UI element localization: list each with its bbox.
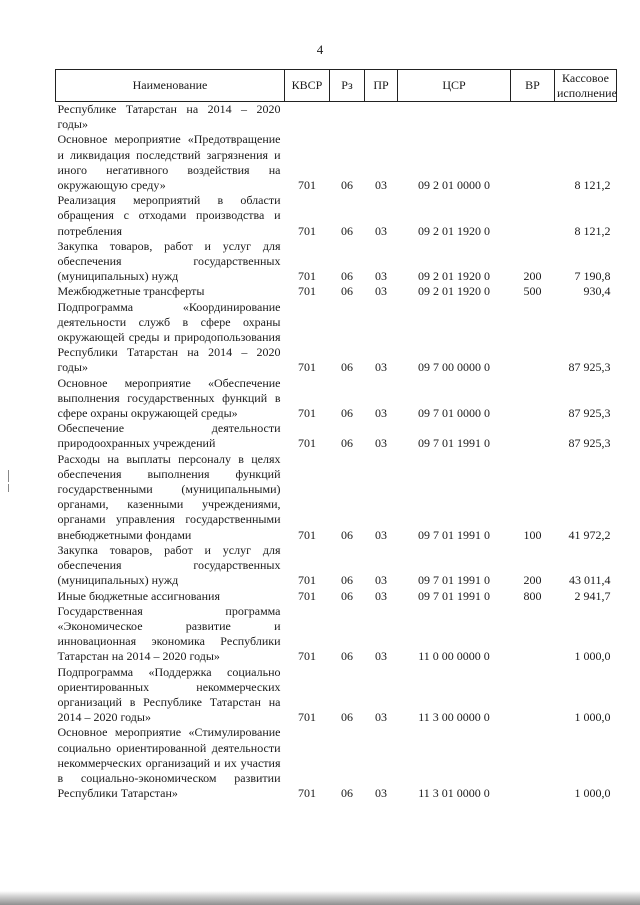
row-name: Основное мероприятие «Стимулирование социально ориентированной деятельности некоммерческих организаций и их участия в социально-экономическом развитии Республики Татарстан» bbox=[57, 725, 281, 801]
table-row bbox=[56, 376, 617, 422]
row-name: Закупка товаров, работ и услуг для обеспечения государственных (муниципальных) нужд bbox=[57, 238, 281, 284]
row-name: Иные бюджетные ассигнования bbox=[57, 588, 220, 603]
row-kvsr: 701 bbox=[298, 223, 316, 238]
row-rz: 06 bbox=[341, 284, 353, 299]
row-rz: 06 bbox=[341, 573, 353, 588]
table-row bbox=[56, 589, 617, 604]
row-name: Расходы на выплаты персоналу в целях обеспечения выполнения функций государственными (муниципальными) органами, казенными учреждениями, органами управления государственными внебюджетными фондами bbox=[57, 451, 281, 542]
row-csr: 09 7 01 1991 0 bbox=[418, 588, 490, 603]
row-vr: 200 bbox=[523, 269, 542, 284]
row-pr bbox=[365, 102, 398, 133]
row-name: Закупка товаров, работ и услуг для обеспечения государственных (муниципальных) нужд bbox=[57, 542, 281, 588]
row-csr: 09 2 01 1920 0 bbox=[418, 284, 490, 299]
row-csr: 11 0 00 0000 0 bbox=[418, 649, 490, 664]
row-amount: 930,4 bbox=[583, 284, 611, 299]
row-name: Подпрограмма «Координирование деятельности служб в сфере охраны окружающей среды и природопользования Республики Татарстан на 2014 – 2020 годы» bbox=[57, 299, 281, 375]
row-csr: 09 7 01 1991 0 bbox=[418, 573, 490, 588]
row-vr: 200 bbox=[523, 573, 542, 588]
budget-table bbox=[55, 69, 617, 801]
table-row bbox=[56, 132, 617, 193]
column-header-name: Наименование bbox=[56, 70, 285, 102]
row-pr: 03 bbox=[375, 649, 387, 664]
row-pr: 03 bbox=[375, 573, 387, 588]
row-vr: 100 bbox=[523, 527, 542, 542]
row-vr bbox=[511, 376, 555, 422]
row-kvsr: 701 bbox=[298, 527, 316, 542]
row-rz: 06 bbox=[341, 649, 353, 664]
row-name: Реализация мероприятий в области обращения с отходами производства и потребления bbox=[57, 193, 281, 238]
row-amount: 7 190,8 bbox=[574, 269, 611, 284]
row-vr: 500 bbox=[523, 284, 542, 299]
row-rz: 06 bbox=[341, 786, 353, 801]
row-amount: 8 121,2 bbox=[574, 223, 611, 238]
row-kvsr: 701 bbox=[298, 178, 316, 193]
table-row bbox=[56, 300, 617, 376]
row-amount: 41 972,2 bbox=[568, 527, 611, 542]
row-amount: 2 941,7 bbox=[574, 588, 611, 603]
row-amount: 1 000,0 bbox=[574, 786, 611, 801]
table-header-row bbox=[56, 70, 617, 102]
row-csr: 09 7 00 0000 0 bbox=[418, 360, 490, 375]
table-row bbox=[56, 102, 617, 133]
row-name: Межбюджетные трансферты bbox=[57, 284, 205, 299]
row-name: Подпрограмма «Поддержка социально ориентированных некоммерческих организаций в Республике Татарстан на 2014 – 2020 годы» bbox=[57, 664, 281, 725]
row-rz: 06 bbox=[341, 527, 353, 542]
table-row bbox=[56, 421, 617, 451]
row-csr: 09 7 01 1991 0 bbox=[418, 527, 490, 542]
row-pr: 03 bbox=[375, 436, 387, 451]
row-csr: 09 7 01 1991 0 bbox=[418, 436, 490, 451]
row-csr: 09 7 01 0000 0 bbox=[418, 406, 490, 421]
column-header-vr: ВР bbox=[511, 70, 555, 102]
row-kvsr bbox=[285, 102, 330, 133]
row-name: Государственная программа «Экономическое развитие и инновационная экономика Республики Татарстан на 2014 – 2020 годы» bbox=[57, 603, 281, 664]
row-kvsr: 701 bbox=[298, 284, 316, 299]
row-kvsr: 701 bbox=[298, 360, 316, 375]
column-header-amount: Кассовое исполнение bbox=[555, 70, 617, 102]
column-header-rz: Рз bbox=[330, 70, 365, 102]
table-row bbox=[56, 193, 617, 239]
row-rz: 06 bbox=[341, 269, 353, 284]
binding-mark bbox=[8, 470, 9, 482]
row-amount: 1 000,0 bbox=[574, 710, 611, 725]
row-name: Основное мероприятие «Предотвращение и ликвидация последствий загрязнения и иного негативного воздействия на окружающую среду» bbox=[57, 132, 281, 193]
row-amount bbox=[555, 102, 617, 133]
row-vr bbox=[511, 102, 555, 133]
row-name: Республике Татарстан на 2014 – 2020 годы» bbox=[57, 102, 281, 132]
row-pr: 03 bbox=[375, 269, 387, 284]
row-csr bbox=[398, 102, 511, 133]
row-vr: 800 bbox=[523, 588, 542, 603]
row-vr bbox=[511, 300, 555, 376]
row-csr: 09 2 01 0000 0 bbox=[418, 178, 490, 193]
table-row bbox=[56, 543, 617, 589]
row-kvsr: 701 bbox=[298, 649, 316, 664]
row-name: Обеспечение деятельности природоохранных учреждений bbox=[57, 421, 281, 451]
row-csr: 09 2 01 1920 0 bbox=[418, 223, 490, 238]
row-kvsr: 701 bbox=[298, 573, 316, 588]
row-pr: 03 bbox=[375, 406, 387, 421]
row-csr: 11 3 01 0000 0 bbox=[418, 786, 490, 801]
row-pr: 03 bbox=[375, 284, 387, 299]
row-vr bbox=[511, 725, 555, 801]
table-row bbox=[56, 604, 617, 665]
row-vr bbox=[511, 193, 555, 239]
row-vr bbox=[511, 421, 555, 451]
row-name: Основное мероприятие «Обеспечение выполнения государственных функций в сфере охраны окружающей среды» bbox=[57, 375, 281, 421]
row-pr: 03 bbox=[375, 527, 387, 542]
table-row bbox=[56, 239, 617, 285]
row-amount: 87 925,3 bbox=[568, 436, 611, 451]
table-row bbox=[56, 284, 617, 299]
row-kvsr: 701 bbox=[298, 588, 316, 603]
row-vr bbox=[511, 132, 555, 193]
column-header-kvsr: КВСР bbox=[285, 70, 330, 102]
row-amount: 43 011,4 bbox=[568, 573, 611, 588]
row-csr: 11 3 00 0000 0 bbox=[418, 710, 490, 725]
scan-edge bbox=[0, 891, 640, 905]
row-vr bbox=[511, 604, 555, 665]
row-pr: 03 bbox=[375, 710, 387, 725]
table-row bbox=[56, 725, 617, 801]
row-kvsr: 701 bbox=[298, 406, 316, 421]
row-amount: 8 121,2 bbox=[574, 178, 611, 193]
row-rz: 06 bbox=[341, 360, 353, 375]
page-number: 4 bbox=[316, 42, 324, 57]
row-kvsr: 701 bbox=[298, 710, 316, 725]
row-pr: 03 bbox=[375, 178, 387, 193]
row-kvsr: 701 bbox=[298, 436, 316, 451]
row-rz: 06 bbox=[341, 710, 353, 725]
row-pr: 03 bbox=[375, 588, 387, 603]
row-pr: 03 bbox=[375, 360, 387, 375]
table-row bbox=[56, 665, 617, 726]
row-kvsr: 701 bbox=[298, 786, 316, 801]
row-amount: 87 925,3 bbox=[568, 406, 611, 421]
row-rz bbox=[330, 102, 365, 133]
row-kvsr: 701 bbox=[298, 269, 316, 284]
row-amount: 87 925,3 bbox=[568, 360, 611, 375]
row-rz: 06 bbox=[341, 178, 353, 193]
row-amount: 1 000,0 bbox=[574, 649, 611, 664]
row-pr: 03 bbox=[375, 786, 387, 801]
column-header-pr: ПР bbox=[365, 70, 398, 102]
column-header-csr: ЦСР bbox=[398, 70, 511, 102]
row-vr bbox=[511, 665, 555, 726]
binding-mark bbox=[8, 484, 9, 492]
table-row bbox=[56, 452, 617, 543]
row-rz: 06 bbox=[341, 223, 353, 238]
row-pr: 03 bbox=[375, 223, 387, 238]
row-rz: 06 bbox=[341, 588, 353, 603]
row-rz: 06 bbox=[341, 436, 353, 451]
row-rz: 06 bbox=[341, 406, 353, 421]
row-csr: 09 2 01 1920 0 bbox=[418, 269, 490, 284]
